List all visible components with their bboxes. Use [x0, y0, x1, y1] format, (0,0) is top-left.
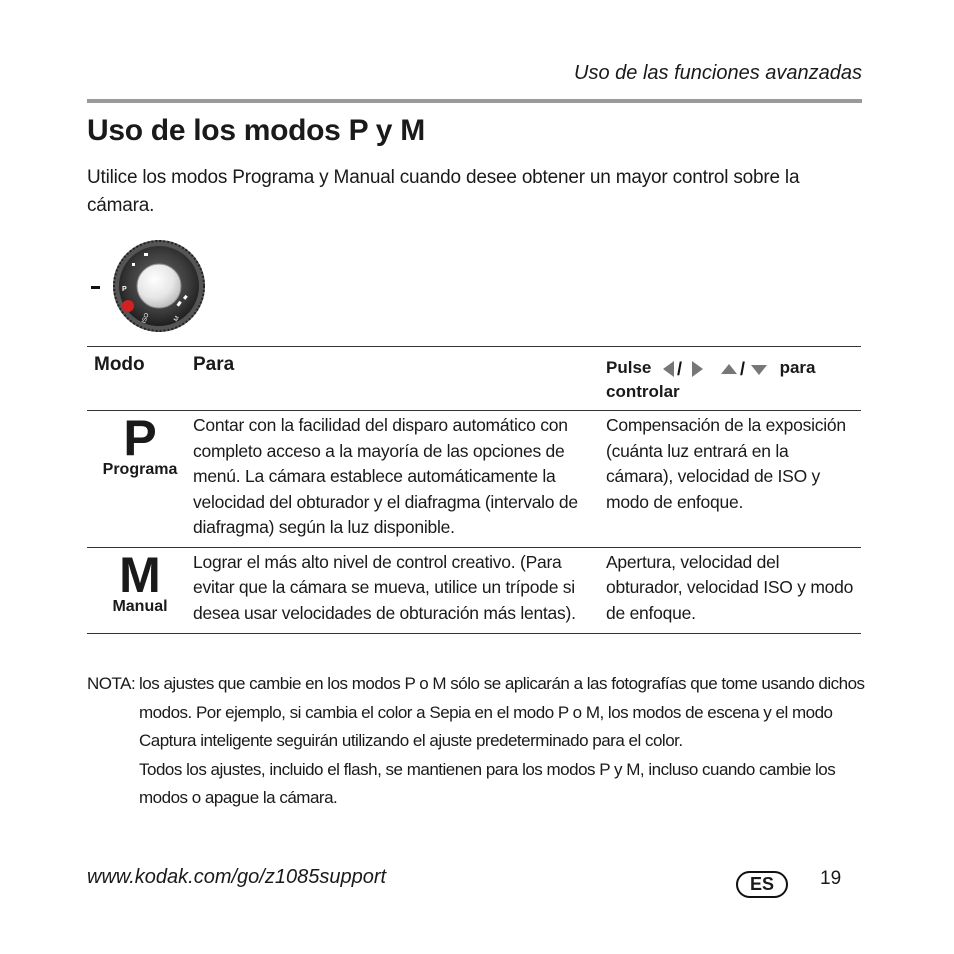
note-body — [139, 670, 867, 813]
mode-name-manual: Manual — [112, 597, 168, 615]
running-header: Uso de las funciones avanzadas — [574, 62, 862, 84]
pulse-label: Pulse — [606, 358, 652, 377]
dial-label-iso: ISO — [141, 312, 151, 325]
dial-tick — [132, 263, 135, 266]
dial-selected-mode-indicator — [122, 300, 134, 312]
para-cell: Lograr el más alto nivel de control creativo. (Para evitar que la cámara se mueva, utilice un trípode si desea usar velocidades de obturación más lentas). — [193, 551, 576, 623]
intro-paragraph: Utilice los modos Programa y Manual cuando desee obtener un mayor control sobre la cámara. — [87, 167, 800, 216]
mode-dial-illustration — [112, 239, 206, 333]
table-row — [87, 547, 861, 633]
language-badge: ES — [736, 871, 788, 898]
note-label: NOTA: — [87, 674, 136, 693]
controls-cell: Apertura, velocidad del obturador, velocidad ISO y modo de enfoque. — [606, 551, 854, 623]
svg-text:/: / — [739, 358, 745, 379]
page-title: Uso de los modos P y M — [87, 114, 425, 147]
para-cell: Contar con la facilidad del disparo automático con completo acceso a la mayoría de las opciones de menú. La cámara establece automáticamente la velocidad del obturador y el diafragma (intervalo de diafragma) según la luz disponible. — [193, 415, 578, 537]
mode-cell-program — [87, 411, 193, 548]
mode-letter-m: M — [119, 546, 161, 603]
left-right-buttons-icon — [660, 359, 706, 379]
mode-letter-p: P — [123, 410, 157, 466]
pulse-suffix: para — [779, 358, 816, 377]
note-paragraph-1: los ajustes que cambie en los modos P o M sólo se aplicarán a las fotografías que tome usando dichos modos. Por ejemplo, si cambia el color a Sepia en el modo P o M, los modos de escena y el modo Captura inteligente seguirán utilizando el ajuste predeterminado para el color. — [139, 674, 865, 750]
column-header-pulse — [606, 347, 861, 411]
dial-pointer-marker — [91, 286, 100, 289]
column-header-para: Para — [193, 354, 235, 375]
table-header-row — [87, 347, 861, 411]
modes-table — [87, 346, 861, 634]
controls-cell: Compensación de la exposición (cuánta luz entrará en la cámara), velocidad de ISO y modo de enfoque. — [606, 415, 846, 512]
pulse-line2: controlar — [606, 382, 680, 401]
dial-label-m: M — [173, 315, 181, 323]
svg-text:/: / — [677, 358, 683, 379]
note-block — [87, 670, 867, 813]
table-row — [87, 411, 861, 548]
up-down-buttons-icon — [719, 359, 771, 379]
mode-cell-manual — [87, 547, 193, 633]
header-rule — [87, 99, 862, 103]
mode-name-program: Programa — [102, 461, 178, 478]
dial-tick — [144, 253, 148, 256]
dial-label-p: P — [122, 286, 127, 293]
note-paragraph-2: Todos los ajustes, incluido el flash, se mantienen para los modos P y M, incluso cuando cambie los modos o apague la cámara. — [139, 759, 836, 807]
support-url-link[interactable]: www.kodak.com/go/z1085support — [87, 866, 387, 888]
column-header-mode: Modo — [94, 354, 145, 375]
page-number: 19 — [820, 868, 842, 889]
